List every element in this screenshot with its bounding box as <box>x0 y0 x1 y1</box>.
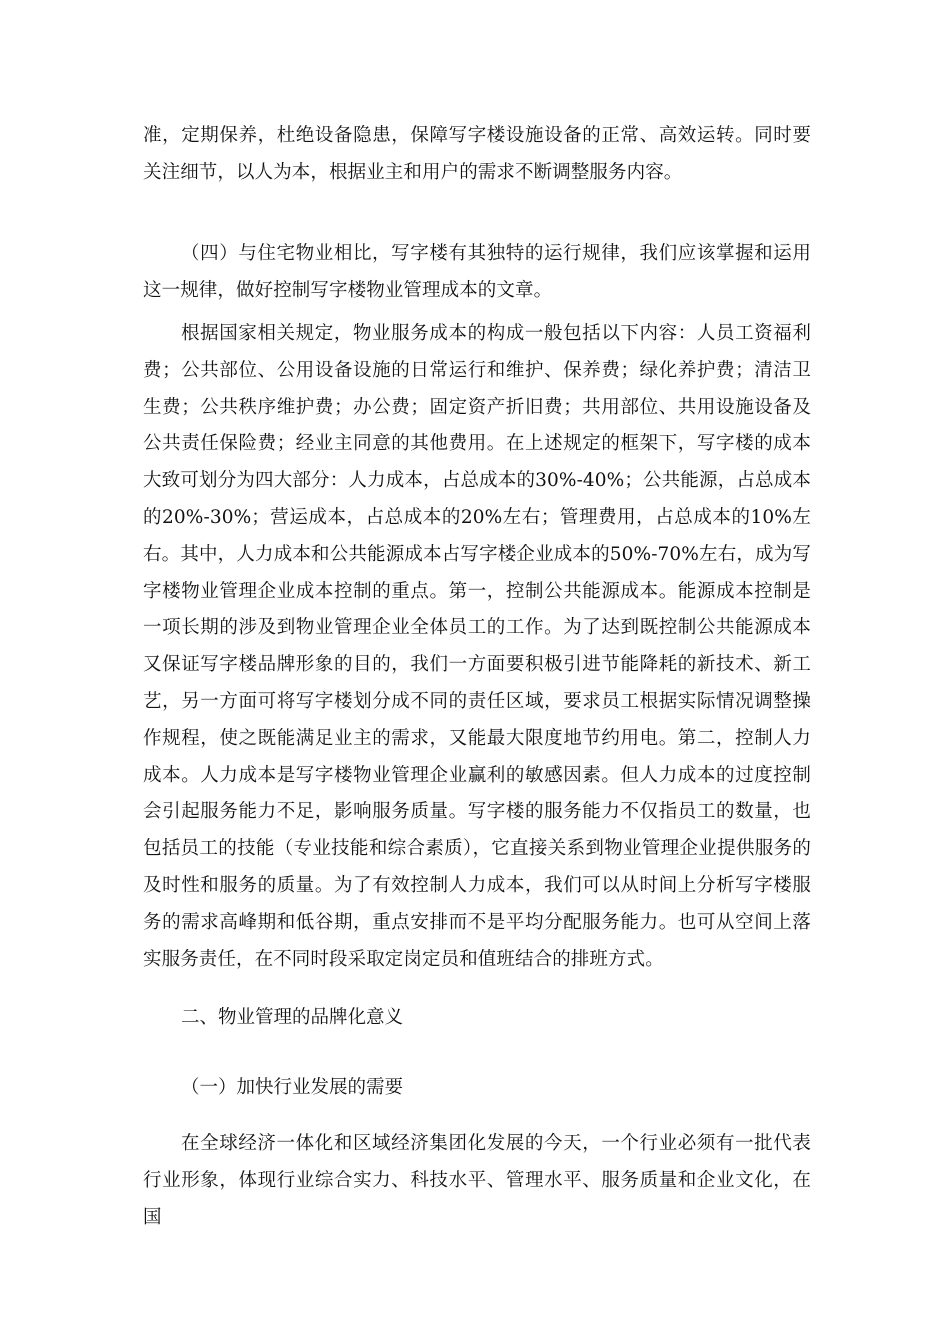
paragraph-economic-integration: 在全球经济一体化和区域经济集团化发展的今天，一个行业必须有一批代表行业形象，体现行业综合实力、科技水平、管理水平、服务质量和企业文化，在国 <box>143 1133 811 1228</box>
subsection-heading-industry-development: （一）加快行业发展的需要 <box>181 1077 404 1098</box>
paragraph-cost-composition: 根据国家相关规定，物业服务成本的构成一般包括以下内容：人员工资福利费；公共部位、公用设备设施的日常运行和维护、保养费；绿化养护费；清洁卫生费；公共秩序维护费；办公费；固定资产折旧费；共用部位、共用设施设备及公共责任保险费；经业主同意的其他费用。在上述规定的框架下，写字楼的成本大致可划分为四大部分：人力成本，占总成本的30%-40%；公共能源，占总成本的20%-30%；营运成本，占总成本的20%左右；管理费用，占总成本的10%左右。其中，人力成本和公共能源成本占写字楼企业成本的50%-70%左右，成为写字楼物业管理企业成本控制的重点。第一，控制公共能源成本。能源成本控制是一项长期的涉及到物业管理企业全体员工的工作。为了达到既控制公共能源成本又保证写字楼品牌形象的目的，我们一方面要积极引进节能降耗的新技术、新工艺，另一方面可将写字楼划分成不同的责任区域，要求员工根据实际情况调整操作规程，使之既能满足业主的需求，又能最大限度地节约用电。第二，控制人力成本。人力成本是写字楼物业管理企业赢利的敏感因素。但人力成本的过度控制会引起服务能力不足，影响服务质量。写字楼的服务能力不仅指员工的数量，也包括员工的技能（专业技能和综合素质），它直接关系到物业管理企业提供服务的及时性和服务的质量。为了有效控制人力成本，我们可以从时间上分析写字楼服务的需求高峰期和低谷期，重点安排而不是平均分配服务能力。也可从空间上落实服务责任，在不同时段采取定岗定员和值班结合的排班方式。 <box>143 323 811 970</box>
section-heading-brand-significance: 二、物业管理的品牌化意义 <box>181 1007 404 1028</box>
paragraph-section-four: （四）与住宅物业相比，写字楼有其独特的运行规律，我们应该掌握和运用这一规律，做好控制写字楼物业管理成本的文章。 <box>143 243 811 301</box>
paragraph-maintenance-details: 准，定期保养，杜绝设备隐患，保障写字楼设施设备的正常、高效运转。同时要关注细节，以人为本，根据业主和用户的需求不断调整服务内容。 <box>143 125 811 183</box>
